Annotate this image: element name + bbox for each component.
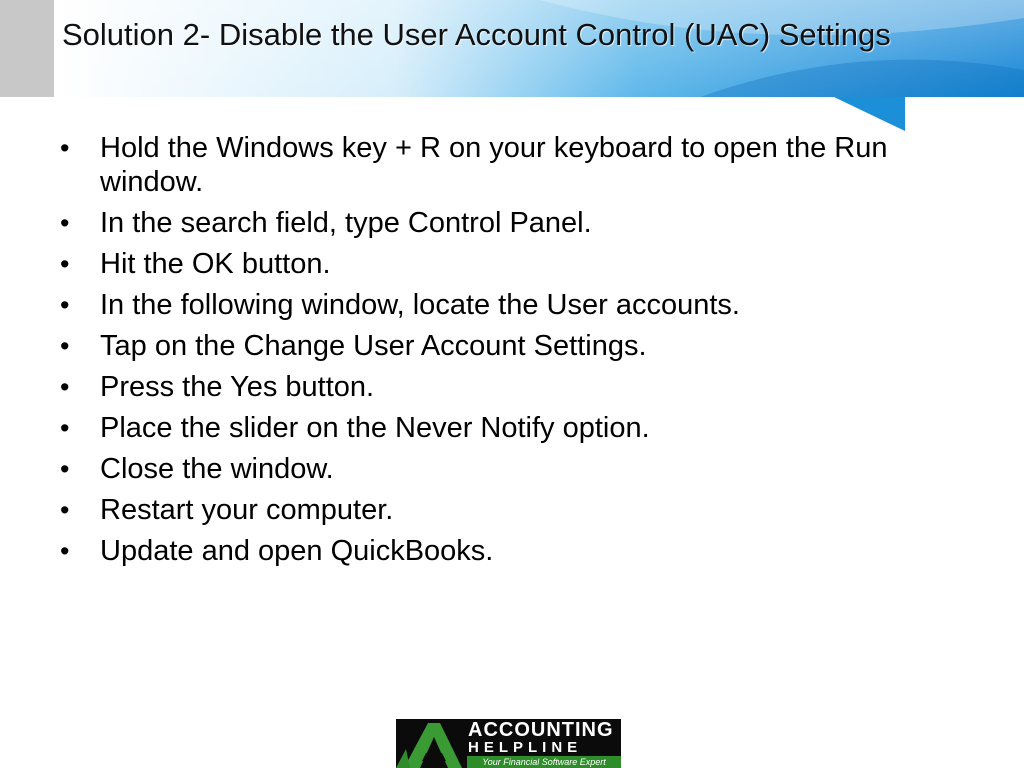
list-item-text: Press the Yes button. [100,371,375,403]
bullet-icon: • [60,331,70,361]
list-item-text: Restart your computer. [100,494,394,526]
list-item-text: Place the slider on the Never Notify option. [100,412,650,444]
bullet-list [56,131,976,575]
bullet-icon: • [60,536,70,566]
logo-a-mark-icon [396,719,468,768]
bullet-icon: • [60,133,70,163]
logo-line2: HELPLINE [468,739,583,756]
list-item-text: Update and open QuickBooks. [100,535,494,567]
bullet-icon: • [60,208,70,238]
list-item [56,534,976,568]
bullet-icon: • [60,290,70,320]
list-item-text: Hit the OK button. [100,248,331,280]
logo-line1: ACCOUNTING [468,719,614,741]
list-item-text: Close the window. [100,453,334,485]
bullet-icon: • [60,454,70,484]
logo-tagline: Your Financial Software Expert [467,756,621,768]
list-item [56,452,976,486]
list-item [56,411,976,445]
bullet-icon: • [60,413,70,443]
list-item-text: In the following window, locate the User accounts. [100,289,740,321]
list-item [56,329,976,363]
list-item-text: In the search field, type Control Panel. [100,207,592,239]
bullet-icon: • [60,495,70,525]
list-item [56,247,976,281]
bullet-icon: • [60,372,70,402]
bullet-icon: • [60,249,70,279]
list-item [56,131,976,199]
list-item [56,288,976,322]
slide-title: Solution 2- Disable the User Account Control (UAC) Settings [62,17,891,52]
accounting-helpline-logo [396,719,621,768]
list-item-text: Tap on the Change User Account Settings. [100,330,647,362]
list-item [56,206,976,240]
list-item [56,370,976,404]
list-item [56,493,976,527]
list-item-text: Hold the Windows key + R on your keyboard to open the Run window. [100,132,888,198]
